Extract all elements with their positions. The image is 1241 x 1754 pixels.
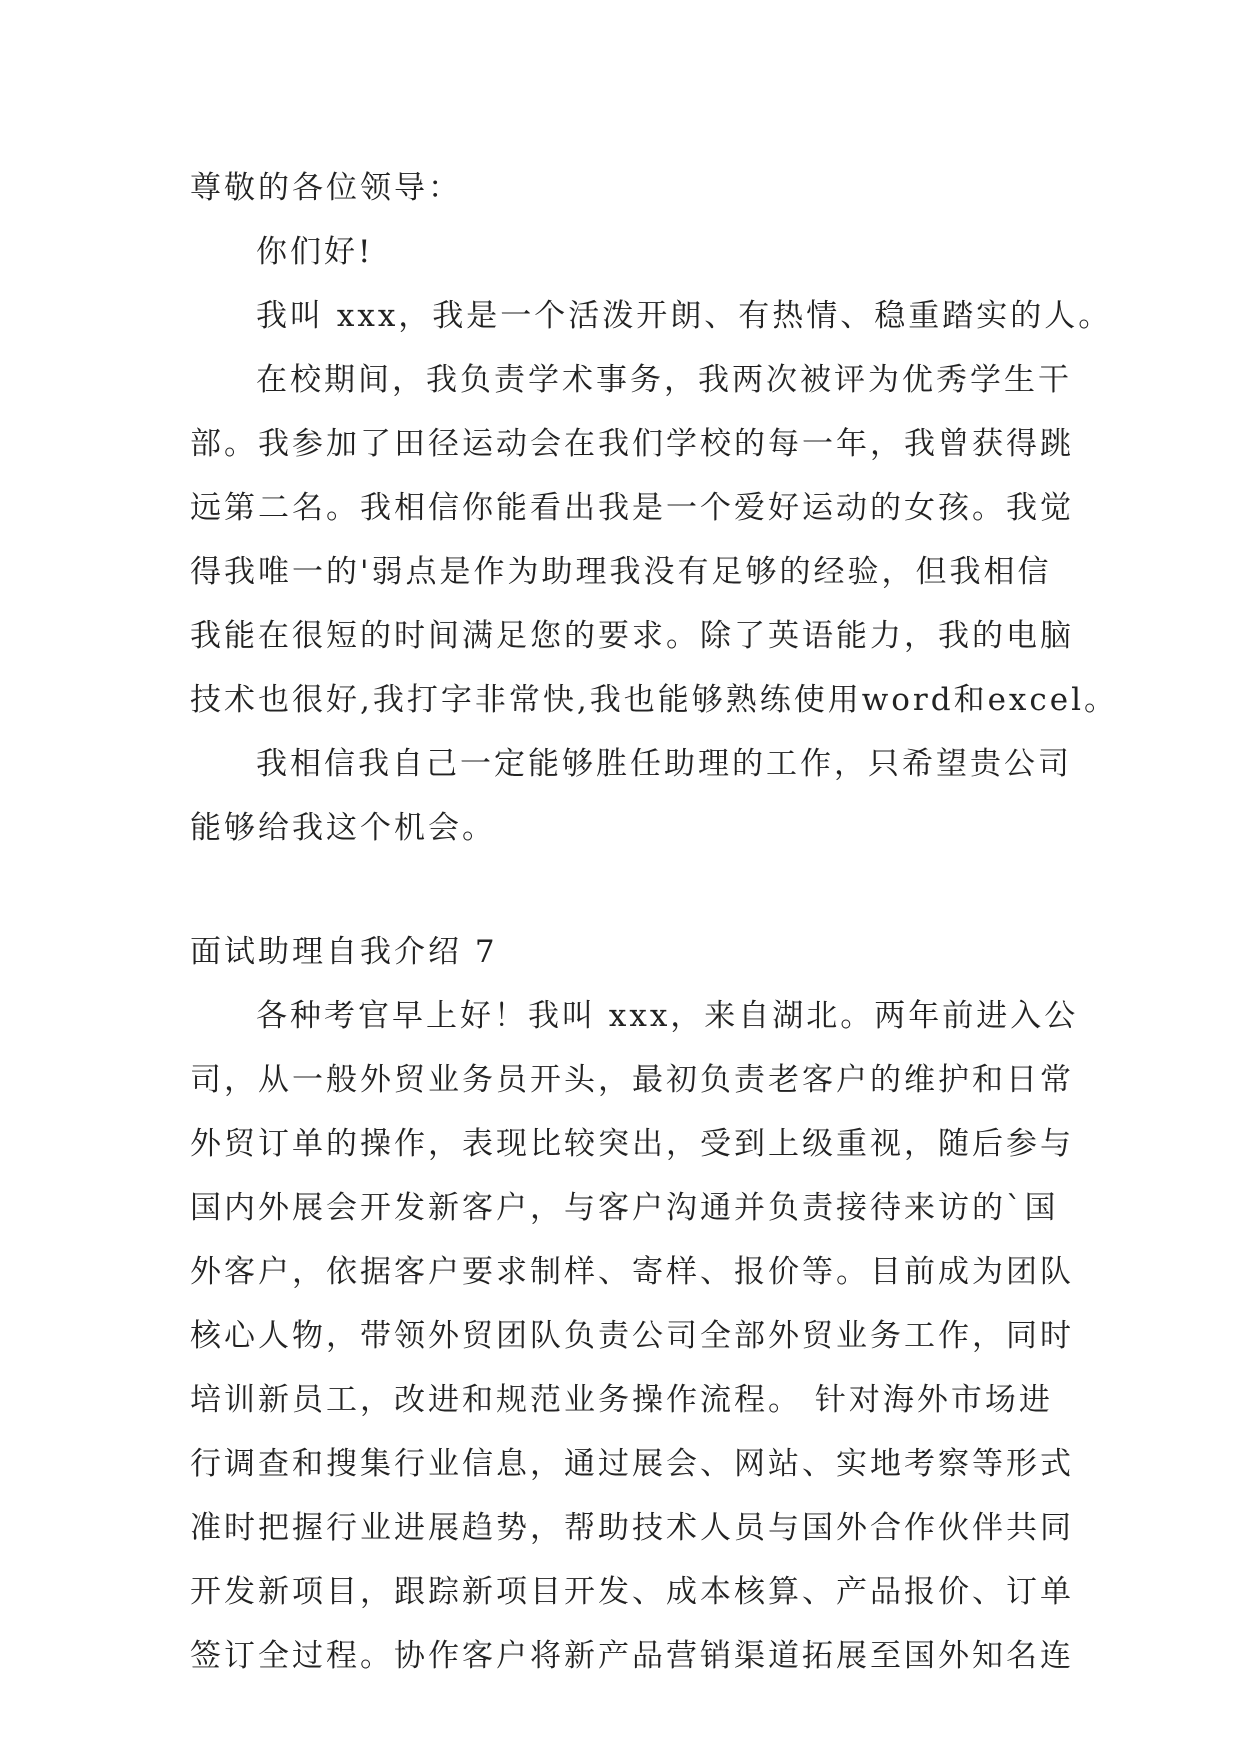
- text-line: 部。我参加了田径运动会在我们学校的每一年，我曾获得跳: [190, 426, 1074, 462]
- text-line: 外客户，依据客户要求制样、寄样、报价等。目前成为团队: [190, 1254, 1074, 1290]
- text-line: 核心人物，带领外贸团队负责公司全部外贸业务工作，同时: [190, 1318, 1074, 1354]
- text-line: 各种考官早上好！我叫 xxx，来自湖北。两年前进入公: [256, 998, 1079, 1034]
- text-line: 我能在很短的时间满足您的要求。除了英语能力，我的电脑: [190, 618, 1074, 654]
- text-line: 准时把握行业进展趋势，帮助技术人员与国外合作伙伴共同: [190, 1510, 1074, 1546]
- greeting: 你们好!: [256, 234, 374, 270]
- text-line: 远第二名。我相信你能看出我是一个爱好运动的女孩。我觉: [190, 490, 1074, 526]
- text-line: 签订全过程。协作客户将新产品营销渠道拓展至国外知名连: [190, 1638, 1074, 1674]
- text-line: 技术也很好,我打字非常快,我也能够熟练使用word和excel。: [190, 682, 1119, 718]
- section-heading: 面试助理自我介绍 7: [190, 934, 498, 970]
- text-line: 我叫 xxx，我是一个活泼开朗、有热情、稳重踏实的人。: [256, 298, 1113, 334]
- text-line: 司，从一般外贸业务员开头，最初负责老客户的维护和日常: [190, 1062, 1074, 1098]
- text-line: 外贸订单的操作，表现比较突出，受到上级重视，随后参与: [190, 1126, 1074, 1162]
- text-line: 培训新员工，改进和规范业务操作流程。 针对海外市场进: [190, 1382, 1053, 1418]
- text-line: 能够给我这个机会。: [190, 810, 496, 846]
- text-line: 得我唯一的'弱点是作为助理我没有足够的经验，但我相信: [190, 554, 1052, 590]
- text-line: 开发新项目，跟踪新项目开发、成本核算、产品报价、订单: [190, 1574, 1074, 1610]
- salutation: 尊敬的各位领导：: [190, 170, 462, 206]
- text-line: 行调查和搜集行业信息，通过展会、网站、实地考察等形式: [190, 1446, 1074, 1482]
- text-line: 国内外展会开发新客户，与客户沟通并负责接待来访的`国: [190, 1190, 1059, 1226]
- text-line: 在校期间，我负责学术事务，我两次被评为优秀学生干: [256, 362, 1072, 398]
- text-line: 我相信我自己一定能够胜任助理的工作，只希望贵公司: [256, 746, 1072, 782]
